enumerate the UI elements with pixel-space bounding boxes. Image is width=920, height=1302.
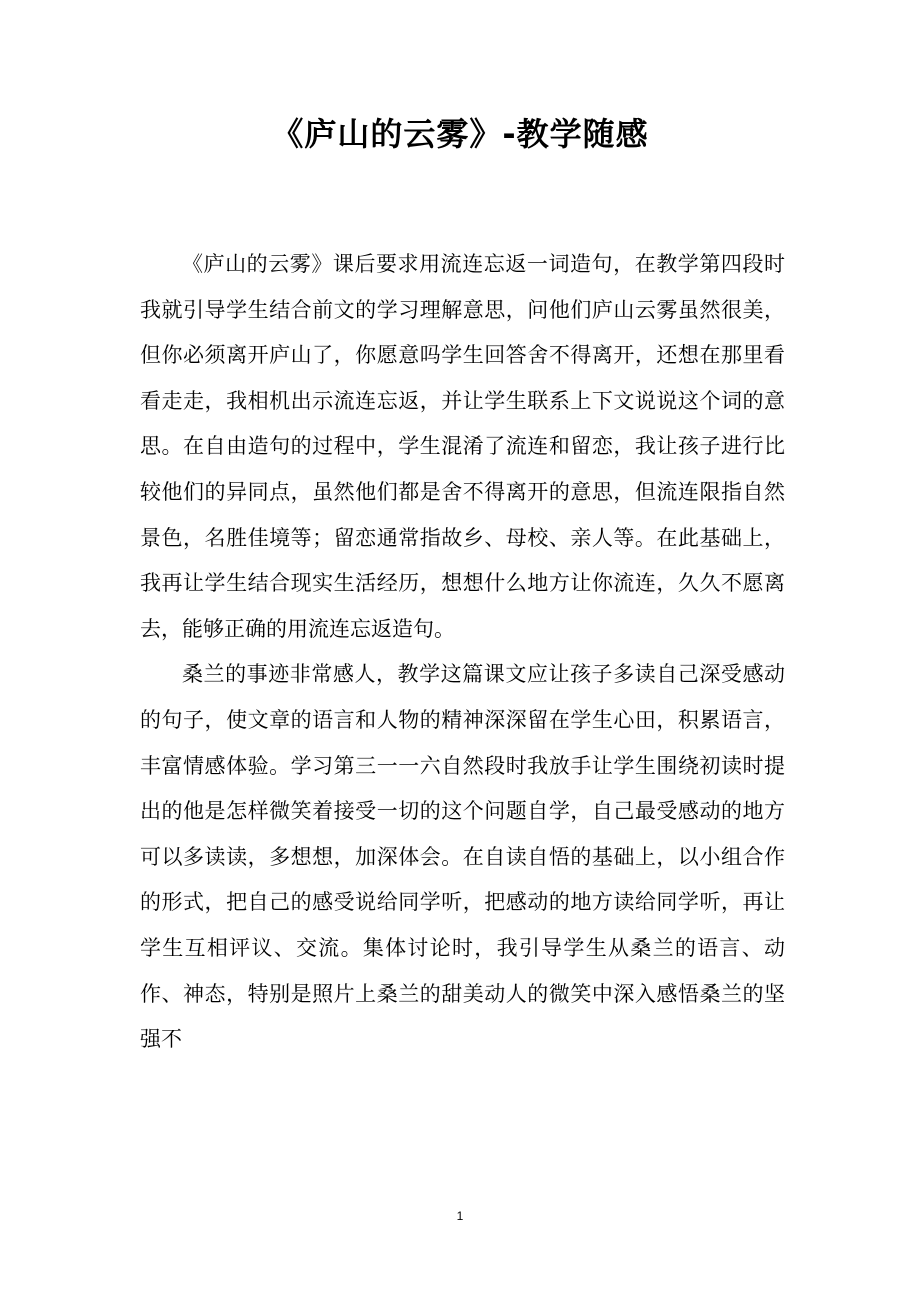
paragraph-2: 桑兰的事迹非常感人，教学这篇课文应让孩子多读自己深受感动的句子，使文章的语言和人物的精神深深留在学生心田，积累语言，丰富情感体验。学习第三一一六自然段时我放手让学生围绕初读时提出的他是怎样微笑着接受一切的这个问题自学，自己最受感动的地方可以多读读，多想想，加深体会。在自读自悟的基础上，以小组合作的形式，把自己的感受说给同学听，把感动的地方读给同学听，再让学生互相评议、交流。集体讨论时，我引导学生从桑兰的语言、动作、神态，特别是照片上桑兰的甜美动人的微笑中深入感悟桑兰的坚强不 bbox=[140, 662, 785, 1052]
document-title: 《庐山的云雾》-教学随感 bbox=[271, 115, 649, 153]
document-body bbox=[140, 242, 785, 1063]
paragraph-1: 《庐山的云雾》课后要求用流连忘返一词造句，在教学第四段时我就引导学生结合前文的学习理解意思，问他们庐山云雾虽然很美，但你必须离开庐山了，你愿意吗学生回答舍不得离开，还想在那里看看走走，我相机出示流连忘返，并让学生联系上下文说说这个词的意思。在自由造句的过程中，学生混淆了流连和留恋，我让孩子进行比较他们的异同点，虽然他们都是舍不得离开的意思，但流连限指自然景色，名胜佳境等；留恋通常指故乡、母校、亲人等。在此基础上，我再让学生结合现实生活经历，想想什么地方让你流连，久久不愿离去，能够正确的用流连忘返造句。 bbox=[140, 252, 785, 641]
page-number: 1 bbox=[456, 1209, 464, 1223]
